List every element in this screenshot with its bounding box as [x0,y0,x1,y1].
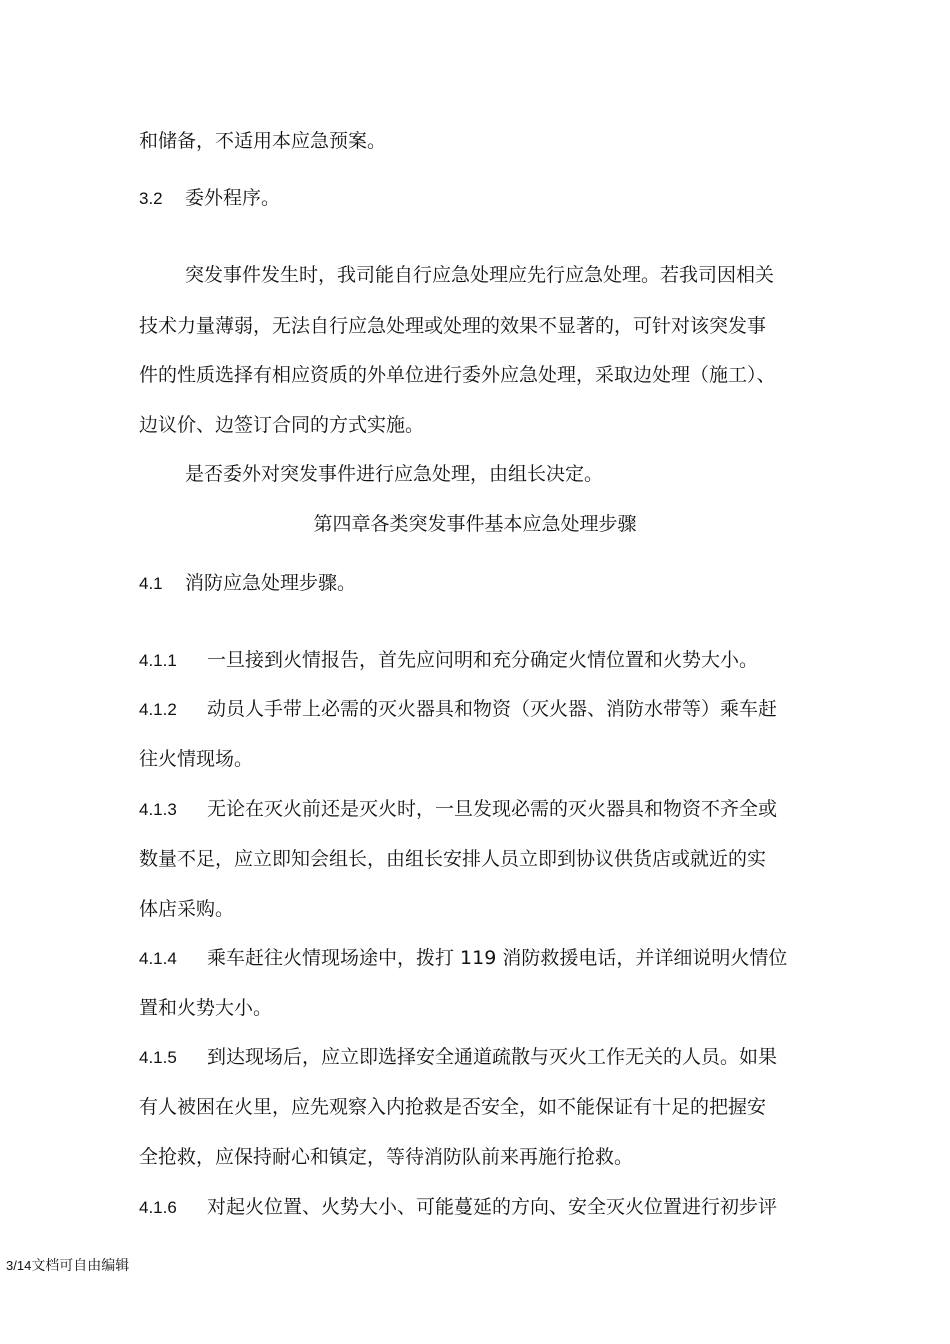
paragraph-line: 件的性质选择有相应资质的外单位进行委外应急处理，采取边处理（施工）、 [139,364,776,386]
clause-number: 4.1.5 [139,1048,177,1067]
clause-text-continued: 有人被困在火里，应先观察入内抢救是否安全，如不能保证有十足的把握安 [139,1096,767,1118]
paragraph-line: 是否委外对突发事件进行应急处理，由组长决定。 [185,463,604,485]
clause-text-continued: 往火情现场。 [139,748,254,770]
clause-4-1-6 [139,1195,777,1220]
section-title: 消防应急处理步骤。 [185,572,357,594]
clause-text: 对起火位置、火势大小、可能蔓延的方向、安全灭火位置进行初步评 [207,1196,778,1218]
page-footer [6,1256,146,1276]
section-heading-3-2 [139,186,280,211]
section-heading-4-1 [139,571,356,596]
paragraph-line: 边议价、边签订合同的方式实施。 [139,414,425,436]
section-number: 3.2 [139,189,163,208]
clause-text: 动员人手带上必需的灭火器具和物资（灭火器、消防水带等）乘车赶 [207,698,778,720]
clause-number: 4.1.4 [139,949,177,968]
clause-text: 一旦接到火情报告，首先应问明和充分确定火情位置和火势大小。 [207,649,759,671]
clause-4-1-4 [139,946,787,971]
clause-number: 4.1.2 [139,700,177,719]
page-number: 3/14 [6,1258,32,1273]
clause-number: 4.1.1 [139,651,177,670]
section-number: 4.1 [139,574,163,593]
paragraph-line: 突发事件发生时，我司能自行应急处理应先行应急处理。若我司因相关 [185,264,775,286]
clause-text-continued: 数量不足，应立即知会组长，由组长安排人员立即到协议供货店或就近的实 [139,848,767,870]
footer-note: 文档可自由编辑 [31,1258,130,1274]
clause-4-1-2 [139,697,777,722]
clause-number: 4.1.6 [139,1198,177,1217]
clause-text-continued: 置和火势大小。 [139,997,273,1019]
clause-text-continued: 全抢救，应保持耐心和镇定，等待消防队前来再施行抢救。 [139,1146,634,1168]
clause-text-continued: 体店采购。 [139,898,235,920]
body-line: 和储备，不适用本应急预案。 [139,130,387,152]
clause-text: 乘车赶往火情现场途中，拨打 119 消防救援电话，并详细说明火情位 [207,947,788,969]
clause-number: 4.1.3 [139,800,177,819]
clause-4-1-3 [139,797,777,822]
clause-4-1-1 [139,648,758,673]
clause-4-1-5 [139,1045,777,1070]
paragraph-line: 技术力量薄弱，无法自行应急处理或处理的效果不显著的，可针对该突发事 [139,315,767,337]
chapter-title: 第四章各类突发事件基本应急处理步骤 [313,513,637,535]
clause-text: 无论在灭火前还是灭火时，一旦发现必需的灭火器具和物资不齐全或 [207,798,778,820]
section-title: 委外程序。 [185,187,281,209]
clause-text: 到达现场后，应立即选择安全通道疏散与灭火工作无关的人员。如果 [207,1046,778,1068]
